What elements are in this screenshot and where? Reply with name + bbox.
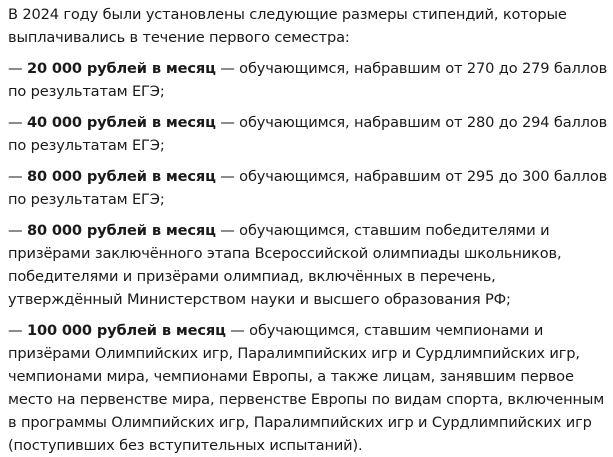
scholarship-condition: — обучающимся, ставшим победителями и призёрами заключённого этапа Всероссийской олимпиады школьников, победителями и призёрами олимпиад, включённых в перечень, утверждённый Министерством науки и высшего образования РФ;: [8, 222, 562, 308]
list-dash: —: [8, 60, 27, 77]
scholarship-condition: — обучающимся, набравшим от 270 до 279 баллов по результатам ЕГЭ;: [8, 60, 608, 100]
list-dash: —: [8, 114, 27, 131]
scholarship-amount: 80 000 рублей в месяц: [26, 222, 216, 239]
scholarship-condition: — обучающимся, ставшим чемпионами и призёрами Олимпийских игр, Паралимпийских игр и Сурдлимпийских игр, чемпионами мира, чемпионами Европы, а также лицам, занявшим первое место на первенстве мира, первенстве Европы по видам спорта, включенным в программы Олимпийских игр, Паралимпийских игр и Сурдлимпийских игр (поступивших без вступительных испытаний).: [8, 322, 605, 454]
scholarship-condition: — обучающимся, набравшим от 295 до 300 баллов по результатам ЕГЭ;: [8, 168, 608, 208]
scholarship-condition: — обучающимся, набравшим от 280 до 294 баллов по результатам ЕГЭ;: [8, 114, 608, 154]
scholarship-amount: 80 000 рублей в месяц: [26, 168, 216, 185]
list-dash: —: [8, 322, 27, 339]
list-dash: —: [8, 168, 27, 185]
list-dash: —: [8, 222, 27, 239]
scholarship-amount: 20 000 рублей в месяц: [26, 60, 216, 77]
scholarship-amount: 100 000 рублей в месяц: [26, 322, 226, 339]
list-item: [8, 219, 609, 311]
list-item: [8, 111, 609, 157]
list-item: [8, 57, 609, 103]
intro-paragraph: В 2024 году были установлены следующие размеры стипендий, которые выплачивались в течение первого семестра:: [8, 6, 567, 46]
scholarship-amount: 40 000 рублей в месяц: [26, 114, 216, 131]
list-item: [8, 165, 609, 211]
scholarship-list: [8, 57, 609, 457]
list-item: [8, 319, 609, 457]
